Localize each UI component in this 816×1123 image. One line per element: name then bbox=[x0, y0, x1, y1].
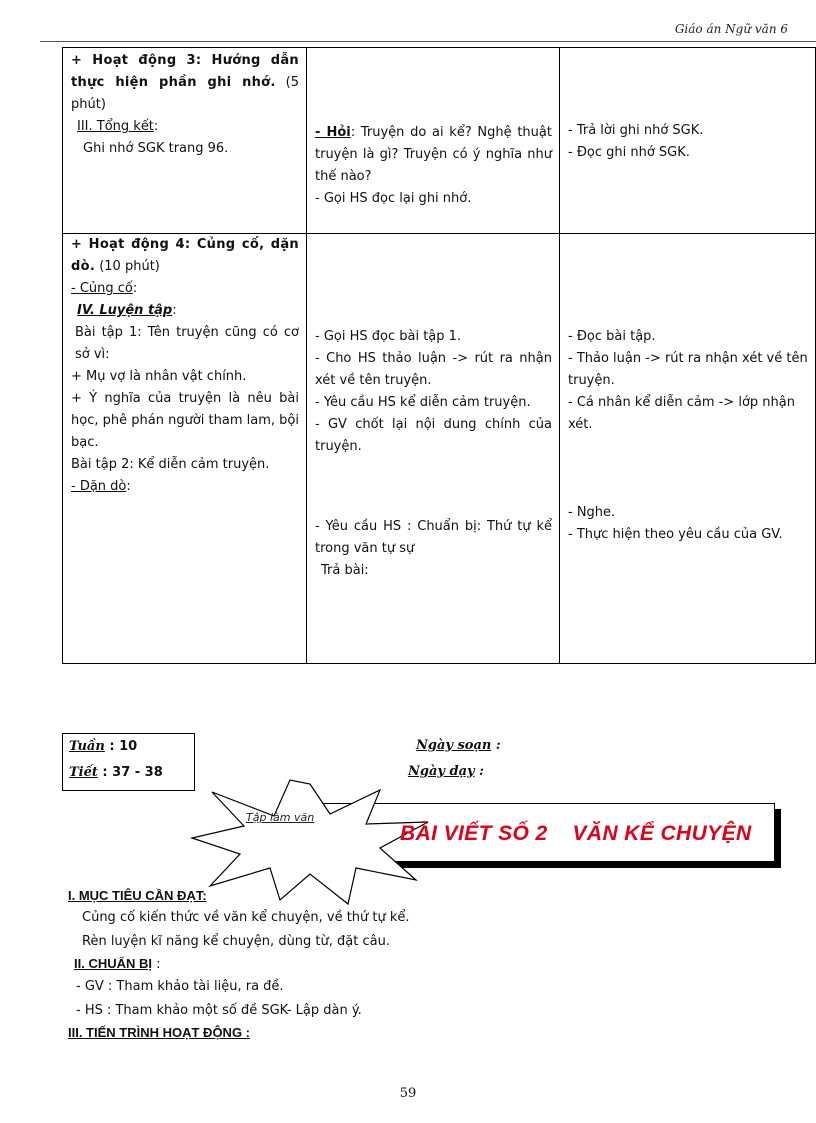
content-line: Bài tập 1: Tên truyện cũng có cơ sở vì: bbox=[75, 325, 299, 362]
prep-line: - GV : Tham khảo tài liệu, ra đề. bbox=[76, 979, 284, 994]
ask-text: : Truyện do ai kể? Nghệ thuật truyện là gì? Truyện có ý nghĩa như thế nào? bbox=[315, 125, 552, 184]
date-prepared bbox=[416, 738, 501, 753]
lesson-label: Tiết bbox=[69, 765, 98, 780]
content-line: + Ý nghĩa của truyện là nêu bài học, phê phán người tham lam, bội bạc. bbox=[71, 391, 299, 450]
dando-heading: - Dặn dò bbox=[71, 479, 127, 494]
activity-heading: + Hoạt động 3: Hướng dẫn thực hiện phần ghi nhớ. bbox=[71, 53, 299, 90]
date-prepared-colon: : bbox=[495, 738, 501, 753]
page-number: 59 bbox=[399, 1086, 417, 1101]
assignment-title: BÀI VIẾT SỐ 2 VĂN KỂ CHUYỆN bbox=[400, 822, 752, 845]
content-line: Ghi nhớ SGK trang 96. bbox=[83, 141, 229, 156]
starburst-shape bbox=[190, 776, 430, 906]
content-line: + Mụ vợ là nhân vật chính. bbox=[71, 369, 247, 384]
activity-duration: (5 phút) bbox=[71, 75, 299, 112]
content-line: - Cá nhân kể diễn cảm -> lớp nhận xét. bbox=[568, 395, 795, 432]
content-line: - Cho HS thảo luận -> rút ra nhận xét về tên truyện. bbox=[315, 351, 552, 388]
progress-heading: III. TIẾN TRÌNH HOẠT ĐỘNG : bbox=[68, 1025, 250, 1040]
cungco-heading: - Củng cố bbox=[71, 281, 133, 296]
content-line: - Thảo luận -> rút ra nhận xét về tên truyện. bbox=[568, 351, 808, 388]
teacher-activity-cell bbox=[307, 234, 560, 664]
prep-heading: II. CHUẨN BỊ bbox=[74, 956, 152, 971]
activity-duration: (10 phút) bbox=[99, 259, 160, 274]
teacher-content-cell: + Hoạt động 4: Củng cố, dặn dò. (10 phút) - Củng cố: IV. Luyện tập: Bài tập 1: Tên truyện cũng có cơ sở vì: + Mụ vợ là nhân vật chính. + Ý nghĩa của truyện là nêu bài học, phê phán người tham lam, bội bạc. Bài tập 2: Kể diễn cảm truyện. - Dặn dò: bbox=[63, 234, 307, 664]
content-line: - Gọi HS đọc bài tập 1. bbox=[315, 329, 462, 344]
section-heading: IV. Luyện tập bbox=[77, 303, 173, 318]
document-header-title: Giáo án Ngữ văn 6 bbox=[674, 22, 788, 36]
content-line: Bài tập 2: Kể diễn cảm truyện. bbox=[71, 457, 270, 472]
content-line: - Yêu cầu HS kể diễn cảm truyện. bbox=[315, 395, 531, 410]
content-line: - Yêu cầu HS : Chuẩn bị: Thứ tự kể trong văn tự sự bbox=[315, 519, 552, 556]
content-line: - Trả lời ghi nhớ SGK. bbox=[568, 123, 704, 138]
lesson-plan-table bbox=[62, 47, 816, 664]
subject-label: Tập làm văn bbox=[246, 811, 315, 824]
table-row bbox=[63, 234, 816, 664]
content-line: - Nghe. bbox=[568, 505, 616, 520]
ask-label: - Hỏi bbox=[315, 125, 351, 140]
prep-line: - HS : Tham khảo một số đề SGK- Lập dàn ý. bbox=[76, 1003, 362, 1018]
prep-heading-row bbox=[74, 956, 161, 972]
date-taught-colon: : bbox=[479, 764, 484, 779]
week-value: : 10 bbox=[109, 739, 138, 754]
section-heading: III. Tổng kết bbox=[77, 119, 154, 134]
prep-heading-colon: : bbox=[156, 957, 161, 972]
content-line: - Đọc ghi nhớ SGK. bbox=[568, 145, 690, 160]
header-divider bbox=[40, 41, 816, 42]
table-row bbox=[63, 48, 816, 234]
week-label: Tuần bbox=[69, 739, 105, 754]
week-lesson-box bbox=[62, 733, 195, 791]
teacher-activity-cell bbox=[307, 48, 560, 234]
student-activity-cell bbox=[560, 48, 816, 234]
content-line: - Gọi HS đọc lại ghi nhớ. bbox=[315, 191, 472, 206]
date-prepared-label: Ngày soạn bbox=[416, 738, 492, 753]
starburst-polygon bbox=[192, 780, 428, 904]
lesson-value: : 37 - 38 bbox=[102, 765, 163, 780]
teacher-content-cell: + Hoạt động 3: Hướng dẫn thực hiện phần ghi nhớ. (5 phút) III. Tổng kết: Ghi nhớ SGK trang 96. bbox=[63, 48, 307, 234]
week-row bbox=[63, 734, 194, 760]
content-line: - Thực hiện theo yêu cầu của GV. bbox=[568, 527, 783, 542]
date-taught-label: Ngày dạy bbox=[408, 764, 475, 779]
activity-heading: + Hoạt động 4: Củng cố, dặn dò. bbox=[71, 237, 299, 274]
objective-line: Rèn luyện kĩ năng kể chuyện, dùng từ, đặt câu. bbox=[82, 934, 390, 949]
student-activity-cell bbox=[560, 234, 816, 664]
content-line: - GV chốt lại nội dung chính của truyện. bbox=[315, 417, 552, 454]
objectives-heading: I. MỤC TIÊU CẦN ĐẠT: bbox=[68, 888, 207, 903]
lesson-row bbox=[63, 760, 194, 786]
objective-line: Củng cố kiến thức về văn kể chuyện, về thứ tự kể. bbox=[82, 910, 410, 925]
content-line: Trả bài: bbox=[321, 563, 369, 578]
content-line: - Đọc bài tập. bbox=[568, 329, 656, 344]
